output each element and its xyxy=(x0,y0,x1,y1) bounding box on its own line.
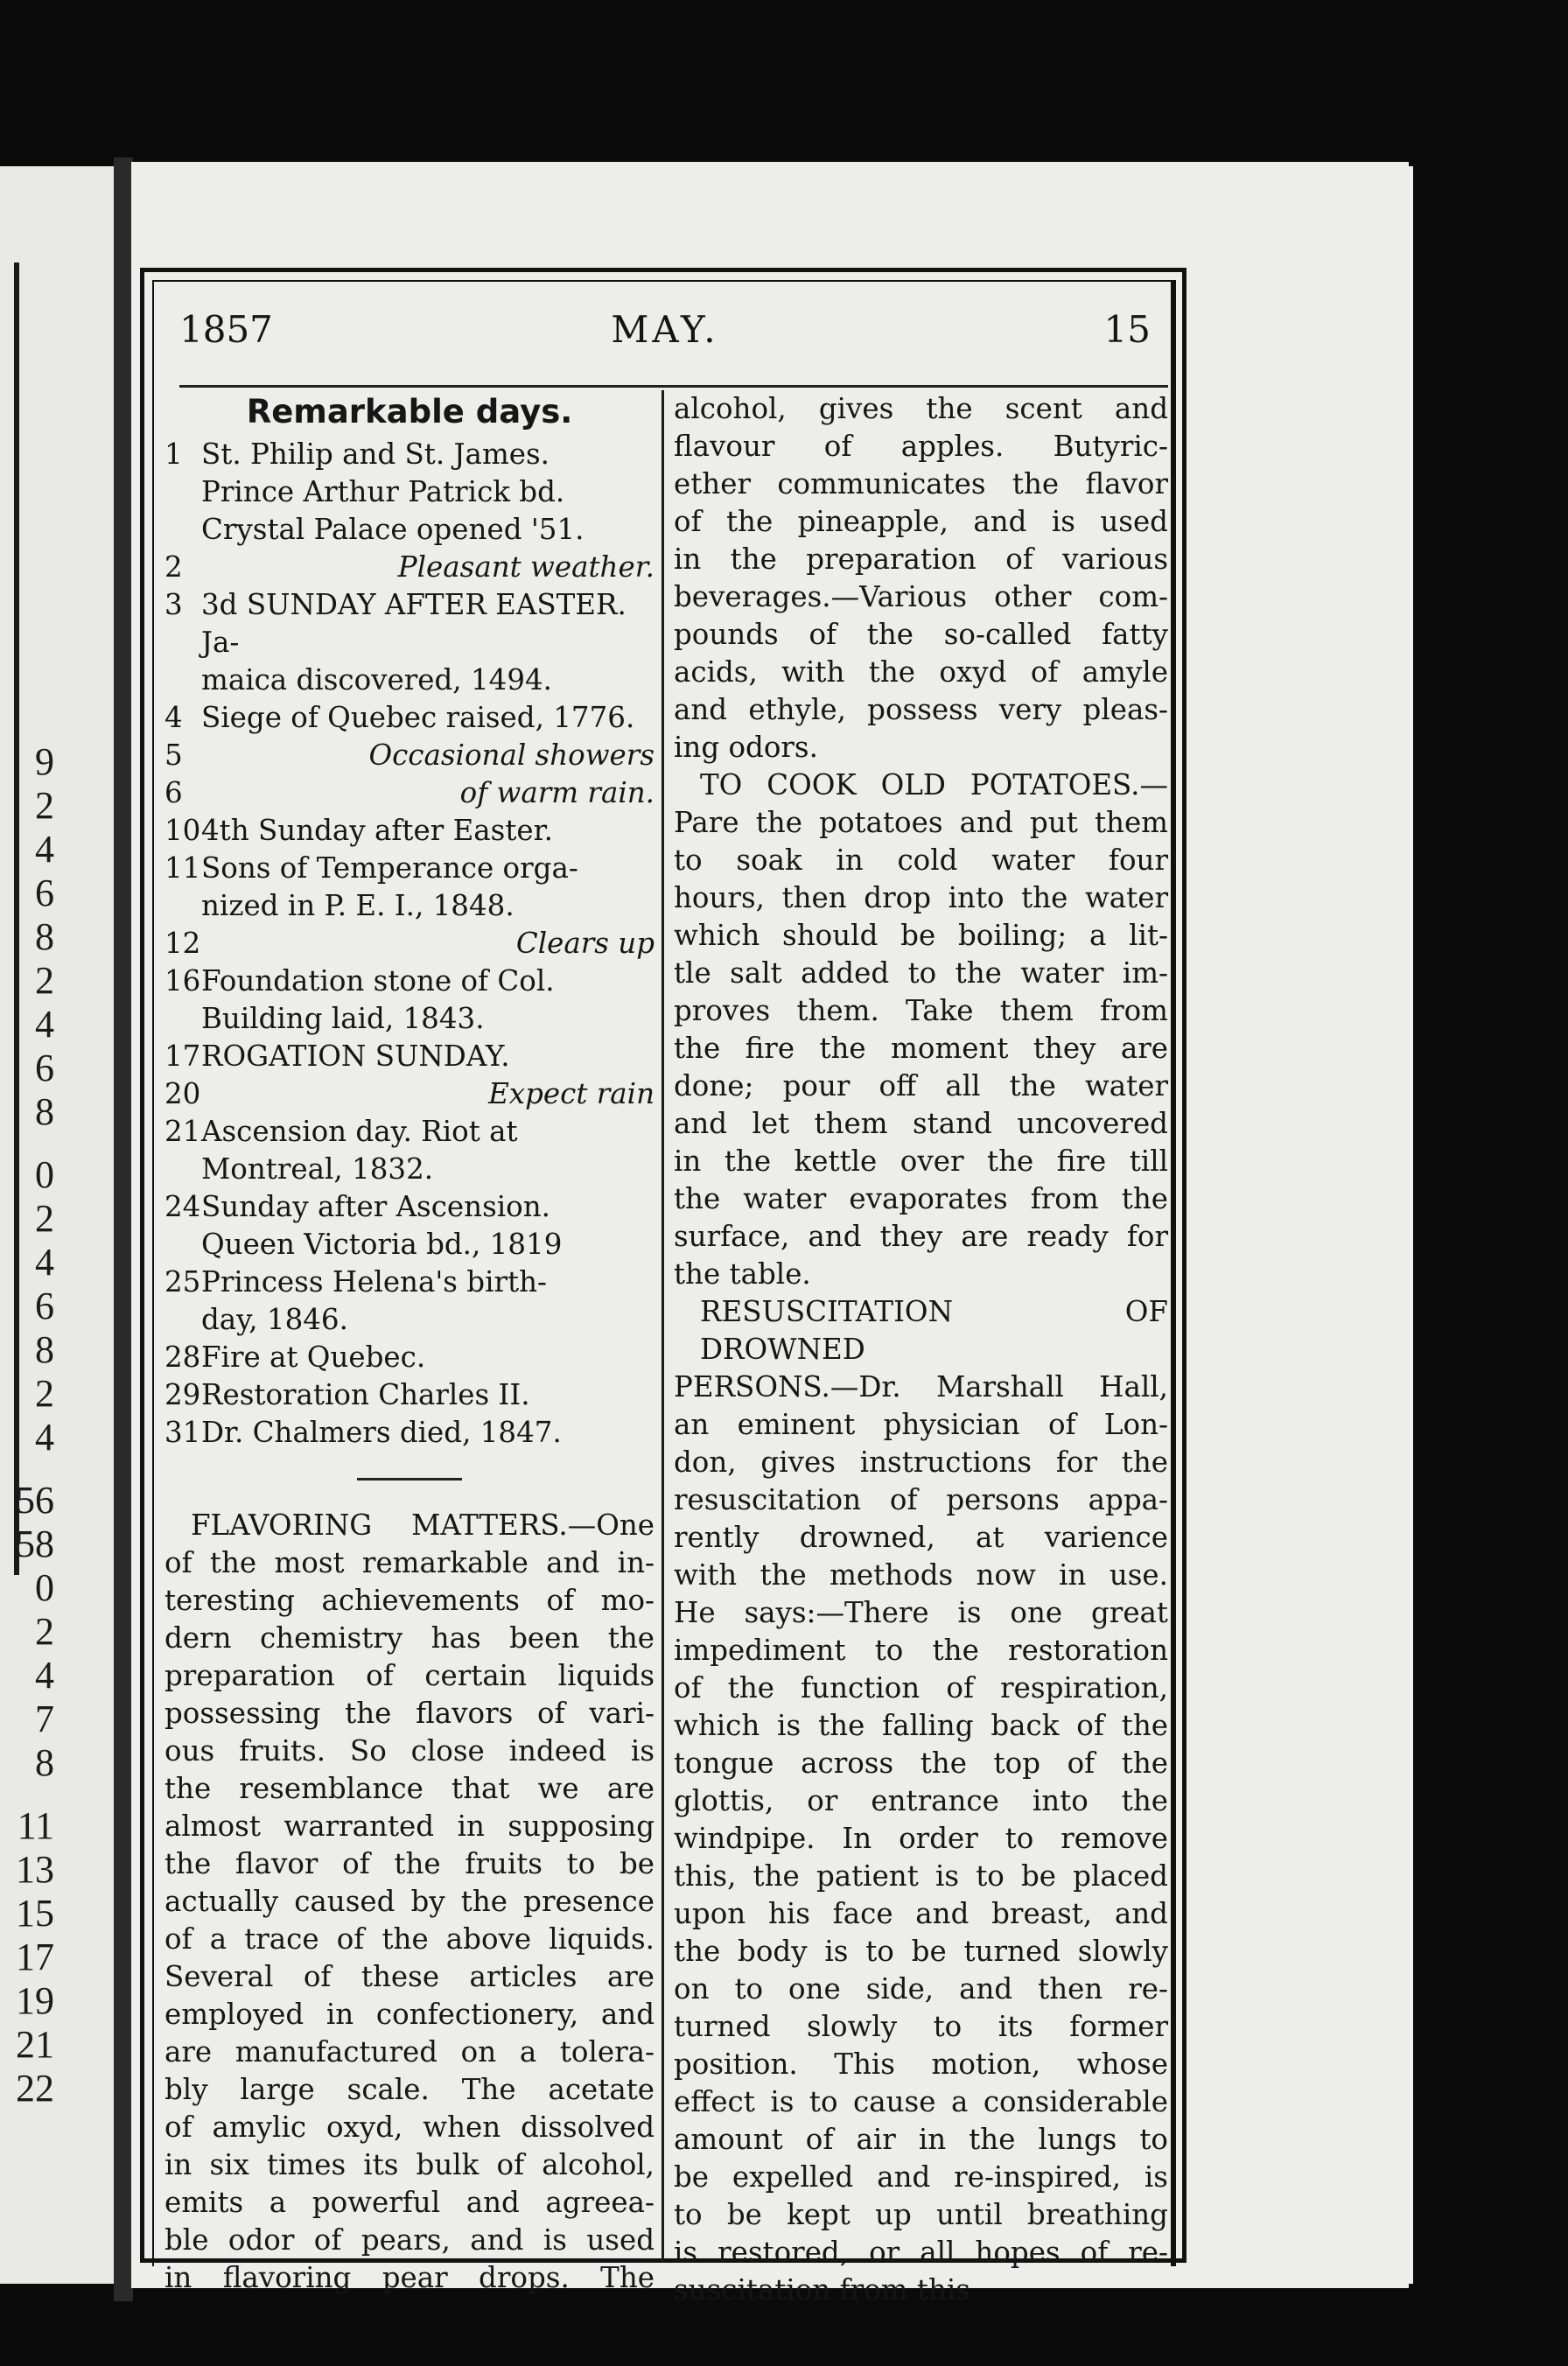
article-line: ing odors. xyxy=(674,731,818,764)
adjacent-page-number: 0 xyxy=(35,1566,54,1609)
article-line: position. This motion, whose xyxy=(674,2048,1168,2081)
day-event-text: Dr. Chalmers died, 1847. xyxy=(201,1416,562,1449)
remarkable-day-entry xyxy=(164,1000,654,1038)
adjacent-page-number: 7 xyxy=(35,1698,54,1740)
day-event-text: Siege of Quebec raised, 1776. xyxy=(201,701,635,734)
adjacent-page-number: 0 xyxy=(35,1153,54,1196)
remarkable-days-title: Remarkable days. xyxy=(246,393,573,430)
day-event-text: Princess Helena's birth- xyxy=(201,1265,548,1298)
remarkable-day-entry xyxy=(164,699,654,737)
article-line: ether communicates the flavor xyxy=(674,467,1168,500)
day-number: 21 xyxy=(164,1115,201,1148)
article-line: don, gives instructions for the xyxy=(674,1446,1168,1479)
adjacent-page-numbers xyxy=(0,739,54,2110)
day-event-text: Ascension day. Riot at xyxy=(201,1115,518,1148)
remarkable-day-entry xyxy=(164,1075,654,1113)
article-line: Pare the potatoes and put them xyxy=(674,806,1168,839)
article-line: is restored, or all hopes of re- xyxy=(674,2236,1168,2269)
adjacent-page-number: 6 xyxy=(35,1284,54,1327)
article-line: almost warranted in supposing xyxy=(164,1810,654,1843)
adjacent-page-number: 4 xyxy=(35,1003,54,1046)
header-year: 1857 xyxy=(179,308,273,351)
adjacent-page-number: 58 xyxy=(16,1522,54,1565)
article-line: impediment to the restoration xyxy=(674,1634,1168,1667)
day-event-text: Sons of Temperance orga- xyxy=(201,851,578,885)
day-event-text: Expect rain xyxy=(488,1077,654,1110)
day-event-text: St. Philip and St. James. xyxy=(201,438,550,471)
remarkable-day-entry xyxy=(164,1226,654,1264)
remarkable-day-entry xyxy=(164,586,654,662)
article-line: the water evaporates from the xyxy=(674,1182,1168,1215)
article-line: an eminent physician of Lon- xyxy=(674,1408,1168,1441)
article-line: alcohol, gives the scent and xyxy=(674,392,1168,425)
article-line: tle salt added to the water im- xyxy=(674,956,1168,990)
day-event-text: nized in P. E. I., 1848. xyxy=(201,889,514,922)
article-line: ous fruits. So close indeed is xyxy=(164,1734,654,1768)
remarkable-day-entry xyxy=(164,1188,654,1226)
day-event-text: Restoration Charles II. xyxy=(201,1378,530,1411)
remarkable-day-entry xyxy=(164,1113,654,1151)
day-number: 2 xyxy=(164,550,183,584)
adjacent-page-number: 2 xyxy=(35,1197,54,1240)
article-line: RESUSCITATION OF DROWNED xyxy=(700,1295,1168,1366)
article-line: teresting achievements of mo- xyxy=(164,1584,654,1617)
article-line: suscitation from this xyxy=(674,2273,970,2306)
adjacent-page-number: 2 xyxy=(35,959,54,1002)
article-line: in six times its bulk of alcohol, xyxy=(164,2148,654,2181)
article-line: in flavoring pear drops. The xyxy=(164,2261,654,2294)
article-line: glottis, or entrance into the xyxy=(674,1784,1168,1817)
remarkable-day-entry xyxy=(164,962,654,1000)
remarkable-day-entry xyxy=(164,1339,654,1376)
article-line: done; pour off all the water xyxy=(674,1069,1168,1102)
day-event-text: day, 1846. xyxy=(201,1303,348,1336)
header-month: MAY. xyxy=(611,308,719,351)
day-number: 24 xyxy=(164,1190,201,1223)
day-number: 5 xyxy=(164,738,183,772)
day-number: 12 xyxy=(164,927,201,960)
adjacent-page-number: 21 xyxy=(16,2023,54,2066)
article-line: of a trace of the above liquids. xyxy=(164,1922,654,1956)
article-line: turned slowly to its former xyxy=(674,2010,1168,2043)
flavoring-matters-article xyxy=(164,1507,654,2297)
adjacent-page-number: 8 xyxy=(35,1090,54,1133)
article-line: emits a powerful and agreea- xyxy=(164,2186,654,2219)
article-line: this, the patient is to be placed xyxy=(674,1859,1168,1893)
article-line: on to one side, and then re- xyxy=(674,1972,1168,2006)
day-number: 1 xyxy=(164,438,183,471)
remarkable-day-entry xyxy=(164,887,654,925)
day-number: 31 xyxy=(164,1416,201,1449)
column-divider xyxy=(662,390,664,2263)
remarkable-day-entry xyxy=(164,662,654,699)
article-line: preparation of certain liquids xyxy=(164,1659,654,1692)
day-event-text: Building laid, 1843. xyxy=(201,1002,485,1035)
article-line: proves them. Take them from xyxy=(674,994,1168,1027)
section-divider xyxy=(357,1478,462,1480)
article-line: actually caused by the presence xyxy=(164,1885,654,1918)
adjacent-page-number: 2 xyxy=(35,1372,54,1415)
day-event-text: Montreal, 1832. xyxy=(201,1152,434,1186)
remarkable-days-list xyxy=(164,436,654,1452)
adjacent-page-number: 9 xyxy=(35,740,54,783)
adjacent-page-number: 8 xyxy=(35,915,54,958)
article-line: bly large scale. The acetate xyxy=(164,2073,654,2106)
adjacent-page-number: 17 xyxy=(16,1936,54,1978)
day-number: 10 xyxy=(164,814,201,847)
adjacent-page-number: 6 xyxy=(35,1046,54,1089)
article-line: the body is to be turned slowly xyxy=(674,1935,1168,1968)
day-event-text: 4th Sunday after Easter. xyxy=(201,814,553,847)
article-line: rently drowned, at varience xyxy=(674,1521,1168,1554)
day-event-text: of warm rain. xyxy=(459,776,654,809)
adjacent-page-number: 8 xyxy=(35,1328,54,1371)
remarkable-day-entry xyxy=(164,774,654,812)
remarkable-day-entry xyxy=(164,1151,654,1188)
day-number: 4 xyxy=(164,701,183,734)
article-line: resuscitation of persons appa- xyxy=(674,1483,1168,1516)
article-line: in the preparation of various xyxy=(674,542,1168,576)
day-event-text: Queen Victoria bd., 1819 xyxy=(201,1228,563,1261)
day-event-text: Sunday after Ascension. xyxy=(201,1190,550,1223)
day-number: 29 xyxy=(164,1378,201,1411)
remarkable-day-entry xyxy=(164,1038,654,1075)
remarkable-day-entry xyxy=(164,1301,654,1339)
day-event-text: Foundation stone of Col. xyxy=(201,964,555,998)
day-event-text: Occasional showers xyxy=(368,738,654,772)
page-header xyxy=(179,308,1151,360)
day-event-text: Prince Arthur Patrick bd. xyxy=(201,475,565,508)
remarkable-day-entry xyxy=(164,1264,654,1301)
adjacent-page-number: 11 xyxy=(17,1804,54,1847)
article-line: flavour of apples. Butyric- xyxy=(674,430,1168,463)
article-line: the fire the moment they are xyxy=(674,1032,1168,1065)
article-line: of the most remarkable and in- xyxy=(164,1546,654,1579)
day-event-text: 3d SUNDAY AFTER EASTER. Ja- xyxy=(201,588,626,659)
remarkable-day-entry xyxy=(164,850,654,887)
remarkable-day-entry xyxy=(164,511,654,549)
article-line: tongue across the top of the xyxy=(674,1746,1168,1780)
remarkable-day-entry xyxy=(164,549,654,586)
adjacent-page-number: 15 xyxy=(16,1892,54,1935)
article-line: PERSONS.—Dr. Marshall Hall, xyxy=(674,1370,1168,1404)
day-event-text: Clears up xyxy=(515,927,654,960)
day-number: 3 xyxy=(164,588,183,621)
adjacent-page-number: 8 xyxy=(35,1741,54,1784)
article-line: beverages.—Various other com- xyxy=(674,580,1168,613)
book-gutter xyxy=(114,158,133,2301)
article-line: of the function of respiration, xyxy=(674,1671,1168,1704)
adjacent-page-number: 2 xyxy=(35,784,54,827)
article-line: in the kettle over the fire till xyxy=(674,1144,1168,1178)
article-line: upon his face and breast, and xyxy=(674,1897,1168,1930)
article-line: hours, then drop into the water xyxy=(674,881,1168,914)
article-line: pounds of the so-called fatty xyxy=(674,618,1168,651)
day-number: 17 xyxy=(164,1040,201,1073)
adjacent-page-number: 6 xyxy=(35,872,54,914)
day-event-text: ROGATION SUNDAY. xyxy=(201,1040,510,1073)
article-line: FLAVORING MATTERS.—One xyxy=(191,1508,654,1542)
adjacent-page-number: 56 xyxy=(16,1479,54,1522)
day-event-text: maica discovered, 1494. xyxy=(201,663,553,696)
remarkable-day-entry xyxy=(164,1414,654,1452)
day-number: 20 xyxy=(164,1077,201,1110)
header-page-number: 15 xyxy=(1103,308,1151,351)
article-line: to be kept up until breathing xyxy=(674,2198,1168,2231)
article-line: surface, and they are ready for xyxy=(674,1220,1168,1253)
adjacent-page-number: 22 xyxy=(16,2067,54,2110)
day-number: 25 xyxy=(164,1265,201,1298)
article-line: with the methods now in use. xyxy=(674,1558,1168,1592)
left-column xyxy=(164,390,654,2297)
right-column xyxy=(674,390,1168,2309)
day-number: 16 xyxy=(164,964,201,998)
article-line: and ethyle, possess very pleas- xyxy=(674,693,1168,726)
article-line: amount of air in the lungs to xyxy=(674,2123,1168,2156)
adjacent-page-number: 13 xyxy=(16,1848,54,1891)
adjacent-page-number: 4 xyxy=(35,1654,54,1697)
article-line: possessing the flavors of vari- xyxy=(164,1697,654,1730)
day-number: 6 xyxy=(164,776,183,809)
article-line: ble odor of pears, and is used xyxy=(164,2223,654,2257)
article-line: the table. xyxy=(674,1257,811,1291)
article-line: windpipe. In order to remove xyxy=(674,1822,1168,1855)
day-event-text: Pleasant weather. xyxy=(397,550,654,584)
remarkable-day-entry xyxy=(164,925,654,962)
article-line: which should be boiling; a lit- xyxy=(674,919,1168,952)
article-line: Several of these articles are xyxy=(164,1960,654,1993)
article-line: effect is to cause a considerable xyxy=(674,2085,1168,2118)
remarkable-day-entry xyxy=(164,473,654,511)
remarkable-day-entry xyxy=(164,1376,654,1414)
day-number: 11 xyxy=(164,851,201,885)
article-line: the resemblance that we are xyxy=(164,1772,654,1805)
remarkable-day-entry xyxy=(164,737,654,774)
article-line: are manufactured on a tolera- xyxy=(164,2035,654,2068)
adjacent-page-number: 2 xyxy=(35,1610,54,1653)
adjacent-page-number: 19 xyxy=(16,1979,54,2022)
header-rule xyxy=(179,385,1168,388)
article-line: which is the falling back of the xyxy=(674,1709,1168,1742)
article-line: TO COOK OLD POTATOES.— xyxy=(700,768,1168,802)
article-line: be expelled and re-inspired, is xyxy=(674,2160,1168,2194)
article-line: to soak in cold water four xyxy=(674,844,1168,877)
adjacent-page-number: 4 xyxy=(35,1416,54,1459)
article-line: the flavor of the fruits to be xyxy=(164,1847,654,1880)
day-event-text: Crystal Palace opened '51. xyxy=(201,513,584,546)
article-line: acids, with the oxyd of amyle xyxy=(674,655,1168,689)
article-line: dern chemistry has been the xyxy=(164,1621,654,1655)
right-column-articles xyxy=(674,390,1168,2309)
day-event-text: Fire at Quebec. xyxy=(201,1340,426,1374)
adjacent-page-number: 4 xyxy=(35,1241,54,1284)
article-line: He says:—There is one great xyxy=(674,1596,1168,1629)
article-line: and let them stand uncovered xyxy=(674,1107,1168,1140)
article-line: employed in confectionery, and xyxy=(164,1998,654,2031)
adjacent-page-number: 4 xyxy=(35,828,54,871)
article-line: of the pineapple, and is used xyxy=(674,505,1168,538)
remarkable-day-entry xyxy=(164,812,654,850)
day-number: 28 xyxy=(164,1340,201,1374)
remarkable-day-entry xyxy=(164,436,654,473)
article-line: of amylic oxyd, when dissolved xyxy=(164,2110,654,2144)
